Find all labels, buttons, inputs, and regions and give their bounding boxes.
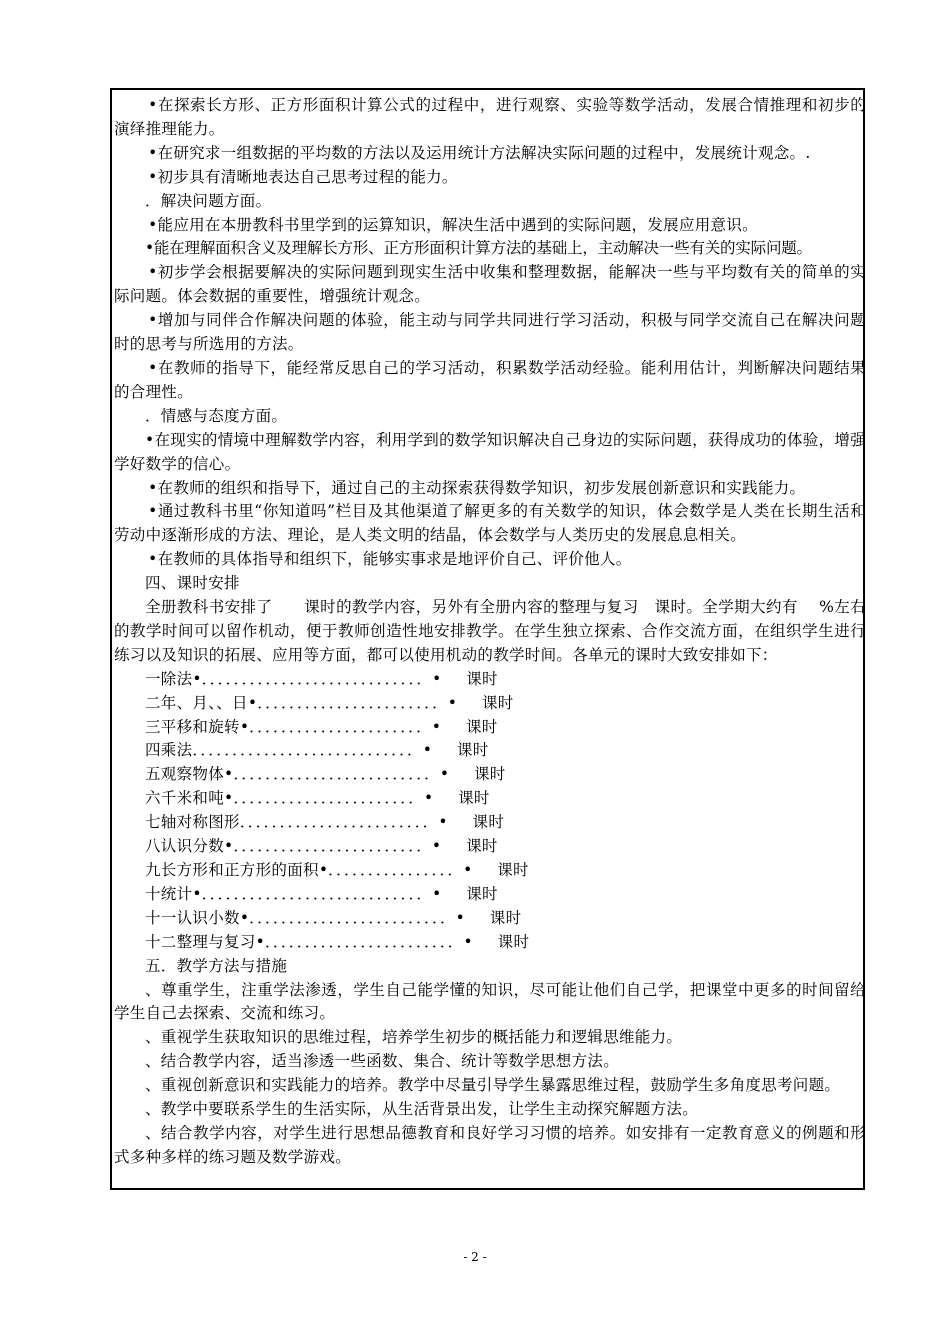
paragraph-bullet: •通过教科书里“你知道吗”栏目及其他渠道了解更多的有关数学的知识，体会数学是人类在长期生活和劳动中逐渐形成的方法、理论，是人类文明的结晶，体会数学与人类历史的发展息息相关。 — [114, 502, 866, 545]
document-body — [114, 94, 866, 1170]
section-heading: 五．教学方法与措施 — [145, 956, 288, 975]
toc-leader: •．．．．．．．．．．．．．．．．．．．．．．．．．．．．• — [192, 669, 442, 688]
toc-leader: •．．．．．．．．．．．．．．．．．．．．．．．．．• — [224, 765, 450, 784]
toc-row — [114, 716, 866, 740]
toc-unit: 课时 — [474, 765, 506, 784]
toc-row — [114, 859, 866, 883]
paragraph-bullet: •初步具有清晰地表达自己思考过程的能力。 — [148, 167, 458, 186]
toc-unit: 课时 — [497, 932, 530, 951]
toc-title: 四乘法 — [145, 741, 193, 760]
toc-unit: 课时 — [489, 908, 522, 927]
paragraph: 、教学中要联系学生的生活实际，从生活背景出发，让学生主动探究解题方法。 — [145, 1100, 699, 1119]
toc-title: 八认识分数 — [145, 837, 225, 856]
toc-title: 十一认识小数 — [145, 908, 240, 927]
paragraph-bullet: •能在理解面积含义及理解长方形、正方形面积计算方法的基础上，主动解决一些有关的实际问题。 — [145, 239, 812, 258]
paragraph-bullet: •增加与同伴合作解决问题的体验，能主动与同学共同进行学习活动，积极与同学交流自己在解决问题时的思考与所选用的方法。 — [114, 311, 866, 354]
toc-unit: 课时 — [466, 837, 498, 856]
paragraph: 、重视创新意识和实践能力的培养。教学中尽量引导学生暴露思维过程，鼓励学生多角度思考问题。 — [145, 1076, 841, 1095]
toc-row — [114, 692, 866, 716]
toc-unit: 课时 — [472, 813, 505, 832]
toc-leader: ．．．．．．．．．．．．．．．．．．．．．．．．．．．．• — [192, 741, 433, 760]
toc-leader: •．．．．．．．．．．．．．．．．．．．．．．．．• — [255, 932, 473, 951]
paragraph: 、尊重学生，注重学法渗透，学生自己能学懂的知识，尽可能让他们自己学，把课堂中更多的时间留给学生自己去探索、交流和练习。 — [114, 980, 866, 1023]
paragraph-bullet: •能应用在本册教科书里学到的运算知识，解决生活中遇到的实际问题，发展应用意识。 — [148, 215, 758, 234]
paragraph-bullet: •初步学会根据要解决的实际问题到现实生活中收集和整理数据，能解决一些与平均数有关的简单的实际问题。体会数据的重要性，增强统计观念。 — [114, 263, 866, 306]
toc-row — [114, 668, 866, 692]
section-heading: 四、课时安排 — [145, 574, 240, 593]
toc-unit: 课时 — [456, 741, 489, 760]
toc-title: 十二整理与复习 — [145, 932, 256, 951]
toc-leader: •．．．．．．．．．．．．．．．．．．．．．．．• — [224, 789, 434, 808]
toc-row — [114, 907, 866, 931]
toc-leader: ．．．．．．．．．．．．．．．．．．．．．．．．• — [239, 813, 448, 832]
toc-title: 五观察物体 — [145, 765, 225, 784]
toc-row — [114, 787, 866, 811]
toc-row — [114, 835, 866, 859]
section-heading: ．解决问题方面。 — [145, 191, 272, 210]
toc-leader: •．．．．．．．．．．．．．．．．．．．．．．．．• — [224, 837, 442, 856]
toc-row — [114, 811, 866, 835]
toc-leader: •．．．．．．．．．．．．．．．．．．．．．．．．．．．．• — [192, 884, 442, 903]
page-number: - 2 - — [463, 1250, 487, 1264]
paragraph-bullet: •在现实的情境中理解数学内容，利用学到的数学知识解决自己身边的实际问题，获得成功的体验，增强学好数学的信心。 — [114, 430, 866, 473]
paragraph: 、结合教学内容，适当渗透一些函数、集合、统计等数学思想方法。 — [145, 1052, 620, 1071]
paragraph-bullet: •在探索长方形、正方形面积计算公式的过程中，进行观察、实验等数学活动，发展合情推理和初步的演绎推理能力。 — [114, 96, 866, 138]
toc-unit: 课时 — [481, 693, 514, 712]
toc-unit: 课时 — [466, 669, 498, 688]
toc-title: 九长方形和正方形的面积 — [145, 861, 319, 879]
toc-title: 一除法 — [145, 669, 193, 688]
toc-unit: 课时 — [458, 789, 490, 808]
toc-title: 十统计 — [145, 884, 193, 903]
paragraph-bullet: •在研究求一组数据的平均数的方法以及运用统计方法解决实际问题的过程中，发展统计观念。. — [148, 143, 811, 162]
toc-unit: 课时 — [497, 861, 529, 879]
toc-title: 二年、月、、日 — [145, 693, 248, 712]
toc-title: 七轴对称图形 — [145, 813, 240, 832]
toc-unit: 课时 — [466, 884, 498, 903]
toc-title: 三平移和旋转 — [145, 717, 240, 736]
toc-leader: •．．．．．．．．．．．．．．．．．．．．．．．• — [247, 693, 458, 712]
toc-row — [114, 763, 866, 787]
toc-leader: •．．．．．．．．．．．．．．．．• — [318, 861, 473, 879]
paragraph: 、重视学生获取知识的思维过程，培养学生初步的概括能力和逻辑思维能力。 — [145, 1028, 683, 1047]
paragraph: 、结合教学内容，对学生进行思想品德教育和良好学习习惯的培养。如安排有一定教育意义的例题和形式多种多样的练习题及数学游戏。 — [114, 1123, 866, 1166]
toc-unit: 课时 — [465, 717, 498, 736]
toc-leader: •．．．．．．．．．．．．．．．．．．．．．．• — [239, 717, 442, 736]
section-heading: ．情感与态度方面。 — [145, 406, 288, 425]
toc-row — [114, 931, 866, 955]
paragraph-bullet: •在教师的指导下，能经常反思自己的学习活动，积累数学活动经验。能利用估计，判断解决问题结果的合理性。 — [114, 358, 866, 401]
paragraph-bullet: •在教师的具体指导和组织下，能够实事求是地评价自己、评价他人。 — [148, 550, 632, 569]
paragraph-bullet: •在教师的组织和指导下，通过自己的主动探索获得数学知识，初步发展创新意识和实践能力。 — [148, 478, 806, 497]
toc-leader: •．．．．．．．．．．．．．．．．．．．．．．．．．• — [239, 908, 465, 927]
toc-row — [114, 739, 866, 763]
paragraph: 全册教科书安排了 课时的教学内容，另外有全册内容的整理与复习 课时。全学期大约有 %左右的教学时间可以留作机动，便于教师创造性地安排教学。在学生独立探索、合作交流方面，在组织学生进行练习以及知识的拓展、应用等方面，都可以使用机动的教学时间。各单元的课时大致安排如下： — [114, 598, 866, 664]
toc-row — [114, 883, 866, 907]
toc-title: 六千米和吨 — [145, 789, 225, 808]
